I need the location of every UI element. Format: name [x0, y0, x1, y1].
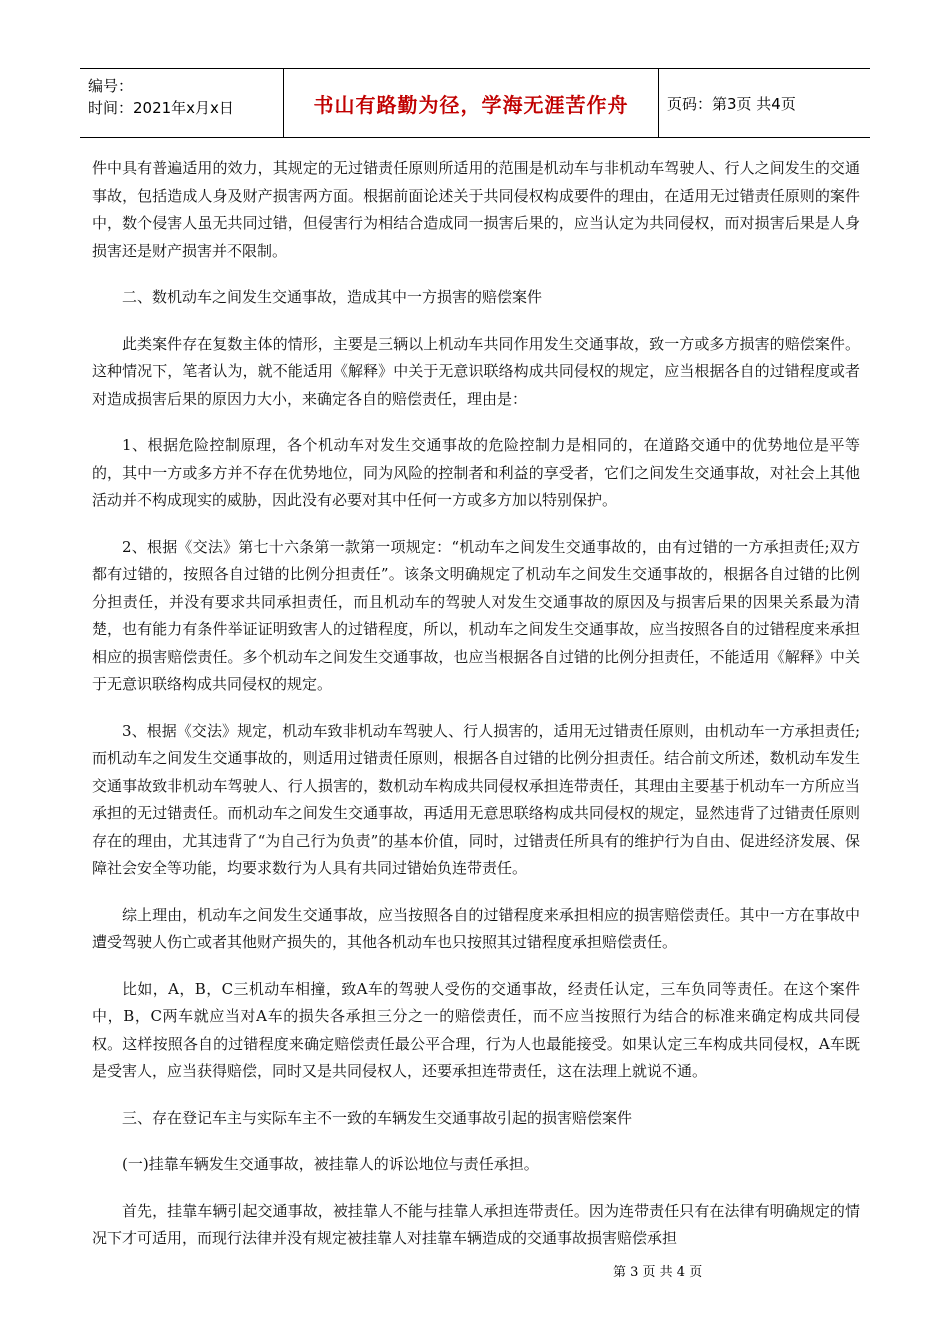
- paragraph: 3、根据《交法》规定，机动车致非机动车驾驶人、行人损害的，适用无过错责任原则，由机动车一方承担责任;而机动车之间发生交通事故的，则适用过错责任原则，根据各自过错的比例分担责任。结合前文所述，数机动车发生交通事故致非机动车驾驶人、行人损害的，数机动车构成共同侵权承担连带责任，其理由主要基于机动车一方所应当承担的无过错责任。而机动车之间发生交通事故，再适用无意思联络构成共同侵权的规定，显然违背了过错责任原则存在的理由，尤其违背了“为自己行为负责”的基本价值，同时，过错责任所具有的维护行为自由、促进经济发展、保障社会安全等功能，均要求数行为人具有共同过错始负连带责任。: [92, 721, 860, 877]
- section-heading: 三、存在登记车主与实际车主不一致的车辆发生交通事故引起的损害赔偿案件: [122, 1108, 633, 1127]
- page-header: [80, 68, 870, 138]
- subsection-heading: (一)挂靠车辆发生交通事故，被挂靠人的诉讼地位与责任承担。: [122, 1155, 539, 1173]
- paragraph: 2、根据《交法》第七十六条第一款第一项规定：“机动车之间发生交通事故的，由有过错的一方承担责任;双方都有过错的，按照各自过错的比例分担责任”。该条文明确规定了机动车之间发生交通事故的，根据各自过错的比例分担责任，并没有要求共同承担责任，而且机动车的驾驶人对发生交通事故的原因及与损害后果的因果关系最为清楚，也有能力有条件举证证明致害人的过错程度，所以，机动车之间发生交通事故，应当按照各自的过错程度来承担相应的损害赔偿责任。多个机动车之间发生交通事故，也应当根据各自过错的比例分担责任，不能适用《解释》中关于无意识联络构成共同侵权的规定。: [92, 537, 860, 693]
- paragraph: 1、根据危险控制原理，各个机动车对发生交通事故的危险控制力是相同的，在道路交通中的优势地位是平等的，其中一方或多方并不存在优势地位，同为风险的控制者和利益的享受者，它们之间发生交通事故，对社会上其他活动并不构成现实的威胁，因此没有必要对其中任何一方或多方加以特别保护。: [92, 436, 860, 509]
- header-meta: [80, 69, 284, 137]
- paragraph: 首先，挂靠车辆引起交通事故，被挂靠人不能与挂靠人承担连带责任。因为连带责任只有在法律有明确规定的情况下才可适用，而现行法律并没有规定被挂靠人对挂靠车辆造成的交通事故损害赔偿承担: [92, 1201, 860, 1247]
- paragraph: 此类案件存在复数主体的情形，主要是三辆以上机动车共同作用发生交通事故，致一方或多方损害的赔偿案件。这种情况下，笔者认为，就不能适用《解释》中关于无意识联络构成共同侵权的规定，应当根据各自的过错程度或者对造成损害后果的原因力大小，来确定各自的赔偿责任，理由是：: [92, 334, 860, 408]
- document-date: 时间：2021年x月x日: [88, 99, 234, 117]
- document-body: [92, 155, 860, 1272]
- paragraph: 比如，A，B，C三机动车相撞，致A车的驾驶人受伤的交通事故，经责任认定，三车负同等责任。在这个案件中，B，C两车就应当对A车的损失各承担三分之一的赔偿责任，而不应当按照行为结合的标准来确定构成共同侵权。这样按照各自的过错程度来确定赔偿责任最公平合理，行为人也最能接受。如果认定三车构成共同侵权，A车既是受害人，应当获得赔偿，同时又是共同侵权人，还要承担连带责任，这在法理上就说不通。: [92, 979, 860, 1080]
- page-footer: 第 3 页 共 4 页: [613, 1265, 703, 1280]
- paragraph: 件中具有普遍适用的效力，其规定的无过错责任原则所适用的范围是机动车与非机动车驾驶人、行人之间发生的交通事故，包括造成人身及财产损害两方面。根据前面论述关于共同侵权构成要件的理由，在适用无过错责任原则的案件中，数个侵害人虽无共同过错，但侵害行为相结合造成同一损害后果的，应当认定为共同侵权，而对损害后果是人身损害还是财产损害并不限制。: [92, 159, 860, 260]
- header-motto: 书山有路勤为径，学海无涯苦作舟: [284, 69, 659, 137]
- header-page-info: 页码：第3页 共4页: [667, 94, 796, 113]
- paragraph: 综上理由，机动车之间发生交通事故，应当按照各自的过错程度来承担相应的损害赔偿责任。其中一方在事故中遭受驾驶人伤亡或者其他财产损失的，其他各机动车也只按照其过错程度承担赔偿责任。: [92, 905, 860, 951]
- section-heading: 二、数机动车之间发生交通事故，造成其中一方损害的赔偿案件: [122, 288, 543, 306]
- document-number-label: 编号：: [88, 77, 134, 95]
